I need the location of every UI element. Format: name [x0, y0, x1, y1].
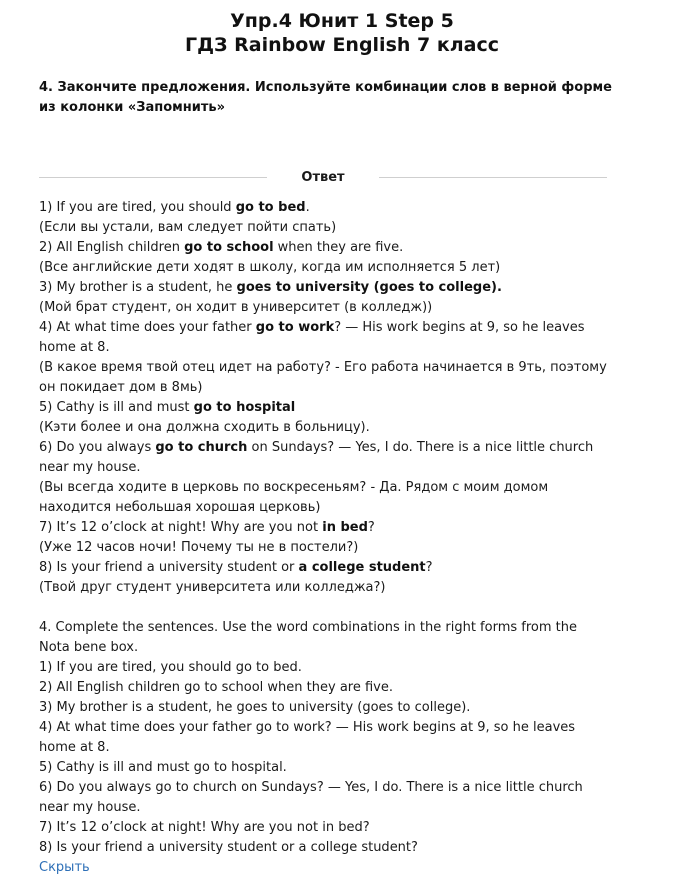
- answer-divider: [39, 168, 607, 188]
- answer-line: 3) My brother is a student, he goes to university (goes to college).: [39, 280, 502, 295]
- english-line: 8) Is your friend a university student or a college student?: [39, 840, 418, 855]
- answer-content: [39, 198, 609, 878]
- translation-line: (Кэти более и она должна сходить в больницу).: [39, 420, 370, 435]
- answer-line: 2) All English children go to school when they are five.: [39, 240, 404, 255]
- title-line-1: Упр.4 Юнит 1 Step 5: [230, 10, 454, 32]
- page-title: [0, 9, 684, 57]
- translation-line: (Твой друг студент университета или колледжа?): [39, 580, 386, 595]
- translation-line: (Все английские дети ходят в школу, когда им исполняется 5 лет): [39, 260, 501, 275]
- english-intro: 4. Complete the sentences. Use the word combinations in the right forms from the Nota bene box.: [39, 620, 577, 655]
- english-line: 1) If you are tired, you should go to bed.: [39, 660, 302, 675]
- answer-line: 8) Is your friend a university student or a college student?: [39, 560, 433, 575]
- title-line-2: ГДЗ Rainbow English 7 класс: [184, 34, 500, 56]
- translation-line: (В какое время твой отец идет на работу? - Его работа начинается в 9ть, поэтому он покидает дом в 8мь): [39, 360, 607, 395]
- english-line: 7) It’s 12 o’clock at night! Why are you not in bed?: [39, 820, 370, 835]
- answer-heading: Ответ: [301, 170, 345, 185]
- hide-link[interactable]: Скрыть: [39, 860, 90, 875]
- translation-line: (Уже 12 часов ночи! Почему ты не в постели?): [39, 540, 359, 555]
- section-spacer: [39, 598, 609, 618]
- answer-line: 1) If you are tired, you should go to bed.: [39, 200, 310, 215]
- english-line: 2) All English children go to school when they are five.: [39, 680, 393, 695]
- translation-line: (Мой брат студент, он ходит в университет (в колледж)): [39, 300, 433, 315]
- english-line: 4) At what time does your father go to work? — His work begins at 9, so he leaves home at 8.: [39, 720, 576, 755]
- english-line: 3) My brother is a student, he goes to university (goes to college).: [39, 700, 471, 715]
- answer-line: 7) It’s 12 o’clock at night! Why are you not in bed?: [39, 520, 375, 535]
- answer-line: 6) Do you always go to church on Sundays? — Yes, I do. There is a nice little church near my house.: [39, 440, 594, 475]
- answer-line: 4) At what time does your father go to work? — His work begins at 9, so he leaves home at 8.: [39, 320, 585, 355]
- task-text: 4. Закончите предложения. Используйте комбинации слов в верной форме из колонки «Запомнить»: [39, 80, 612, 115]
- translation-line: (Вы всегда ходите в церковь по воскресеньям? - Да. Рядом с моим домом находится небольшая хорошая церковь): [39, 480, 549, 515]
- english-line: 5) Cathy is ill and must go to hospital.: [39, 760, 287, 775]
- translation-line: (Если вы устали, вам следует пойти спать): [39, 220, 337, 235]
- english-line: 6) Do you always go to church on Sundays? — Yes, I do. There is a nice little church near my house.: [39, 780, 583, 815]
- answer-line: 5) Cathy is ill and must go to hospital: [39, 400, 296, 415]
